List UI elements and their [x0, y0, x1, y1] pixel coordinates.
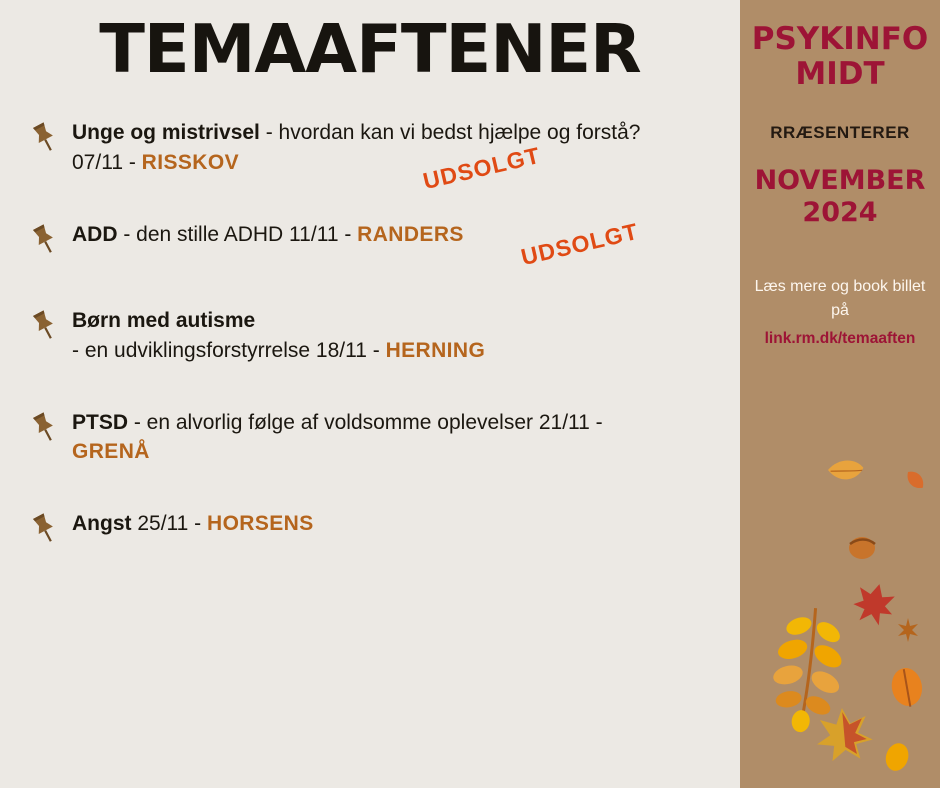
list-item: [26, 509, 740, 553]
event-description: - hvordan kan vi bedst hjælpe og forstå? 07/11 -: [72, 121, 641, 175]
month-label: NOVEMBER: [754, 164, 926, 196]
year-label: 2024: [802, 197, 878, 229]
booking-info: [740, 275, 940, 350]
list-item: [26, 408, 740, 468]
pushpin-icon: [26, 308, 62, 344]
event-title: ADD: [72, 222, 118, 246]
event-title: Unge og mistrivsel: [72, 121, 260, 145]
list-item: [26, 118, 740, 195]
status-badge: UDSOLGT: [518, 217, 641, 271]
event-list: [0, 118, 740, 553]
pushpin-icon: [26, 120, 62, 156]
poster-sidebar: [740, 0, 940, 788]
list-item: [26, 217, 740, 271]
brand-line-1: PSYKINFO: [751, 21, 929, 57]
event-text: [72, 306, 485, 366]
event-description: - en udviklingsforstyrrelse 18/11 -: [72, 338, 386, 362]
pushpin-icon: [26, 410, 62, 446]
booking-link[interactable]: link.rm.dk/temaaften: [764, 330, 916, 348]
brand-line-2: MIDT: [795, 56, 885, 93]
pushpin-icon: [26, 511, 62, 547]
page-title: TEMAAFTENER: [99, 10, 641, 88]
event-description: - den stille ADHD 11/11 -: [117, 222, 358, 246]
brand-name: [740, 0, 940, 93]
booking-text: Læs mere og book billet på: [754, 278, 926, 320]
event-city: RISSKOV: [141, 151, 239, 175]
status-badge: UDSOLGT: [420, 142, 543, 195]
event-city: RANDERS: [357, 222, 464, 246]
event-title: PTSD: [72, 410, 129, 434]
presents-label: RRÆSENTERER: [770, 122, 910, 142]
event-description: 25/11 -: [131, 512, 207, 536]
autumn-leaves-decoration: [740, 440, 940, 788]
event-title: Børn med autisme: [72, 308, 256, 332]
event-text: [72, 509, 314, 539]
event-city: HERNING: [385, 338, 486, 362]
event-description: - en alvorlig følge af voldsomme oplevelser 21/11 -: [128, 410, 603, 434]
event-text: [72, 217, 641, 271]
event-text: [72, 118, 672, 195]
pushpin-icon: [26, 222, 62, 258]
event-text: [72, 408, 603, 468]
event-title: Angst: [72, 512, 132, 536]
list-item: [26, 306, 740, 366]
event-city: HORSENS: [207, 512, 314, 536]
event-city: GRENÅ: [72, 440, 150, 464]
